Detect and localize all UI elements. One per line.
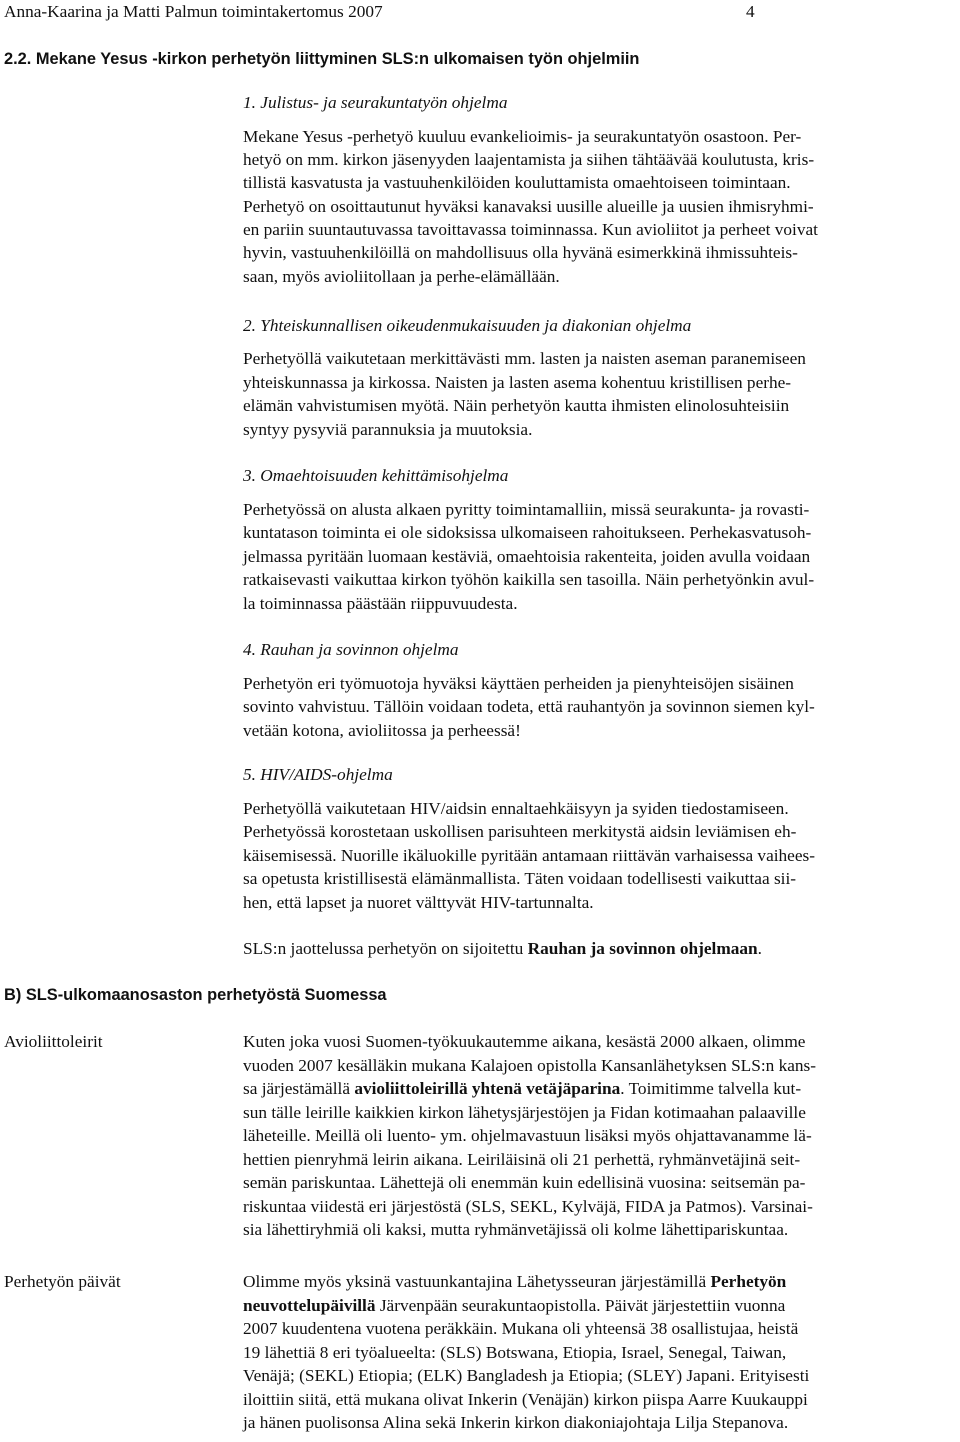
paragraph-line: sun tälle leirille kaikkien kirkon lähetysjärjestöjen ja Fidan kotimaahan palaaville	[243, 1103, 806, 1122]
sls-summary-program: Rauhan ja sovinnon ohjelmaan	[527, 939, 758, 958]
days-emphasis: Perhetyön	[710, 1272, 787, 1291]
text-run: Olimme myös yksinä vastuunkantajina Lähetysseuran järjestämillä	[243, 1272, 711, 1291]
program-heading: 5. HIV/AIDS-ohjelma	[243, 765, 393, 784]
paragraph-line: 19 lähettiä 8 eri työalueelta: (SLS) Botswana, Etiopia, Israel, Senegal, Taiwan,	[243, 1343, 787, 1362]
page-number: 4	[746, 2, 755, 21]
paragraph-line: hen, että lapset ja nuoret välttyvät HIV-tartunnalta.	[243, 893, 594, 912]
paragraph-line: yhteiskunnassa ja kirkossa. Naisten ja lasten asema kohentuu kristillisen perhe-	[243, 373, 792, 392]
paragraph-line: vetään kotona, avioliitossa ja perheessä!	[243, 721, 521, 740]
paragraph-line: vuoden 2007 kesälläkin mukana Kalajoen opistolla Kansanlähetyksen SLS:n kans-	[243, 1056, 817, 1075]
paragraph-line: Venäjä; (SEKL) Etiopia; (ELK) Bangladesh ja Etiopia; (SLEY) Japani. Erityisesti	[243, 1366, 810, 1385]
paragraph-line: semän pariskuntaa. Lähettejä oli enemmän kuin edellisinä vuosina: seitsemän pa-	[243, 1173, 806, 1192]
paragraph-line: hettien pienryhmä leirin aikana. Leiriläisinä oli 21 perhettä, ryhmänvetäjinä seit-	[243, 1150, 801, 1169]
side-label-days: Perhetyön päivät	[4, 1272, 121, 1291]
sls-summary	[243, 937, 762, 960]
paragraph-line: Perhetyön eri työmuotoja hyväksi käyttäen perheiden ja pienyhteisöjen sisäinen	[243, 674, 794, 693]
paragraph-line: ja hänen puolisonsa Alina sekä Inkerin kirkon diakoniajohtaja Lilja Stepanova.	[243, 1413, 789, 1432]
text-run: Järvenpään seurakuntaopistolla. Päivät järjestettiin vuonna	[375, 1296, 786, 1315]
paragraph-line: kuntatason toiminta ei ole sidoksissa ulkomaiseen rahoitukseen. Perhekasvatusoh-	[243, 523, 812, 542]
text-run: . Toimitimme talvella kut-	[620, 1079, 802, 1098]
text-run: sa järjestämällä	[243, 1079, 355, 1098]
paragraph-line: Perhetyöllä vaikutetaan merkittävästi mm. lasten ja naisten aseman paranemiseen	[243, 349, 806, 368]
camps-emphasis: avioliittoleirillä yhtenä vetäjäparina	[354, 1079, 621, 1098]
paragraph-line: Kuten joka vuosi Suomen-työkuukautemme aikana, kesästä 2000 alkaen, olimme	[243, 1032, 806, 1051]
paragraph-line: hetyö on mm. kirkon jäsenyyden laajentamista ja siihen tähtäävää koulutusta, kris-	[243, 150, 815, 169]
paragraph-line	[243, 1294, 785, 1317]
side-label-camps: Avioliittoleirit	[4, 1032, 103, 1051]
paragraph-line: 2007 kuudentena vuotena peräkkäin. Mukana oli yhteensä 38 osallistujaa, heistä	[243, 1319, 799, 1338]
sls-summary-prefix: SLS:n jaottelussa perhetyön on sijoitettu	[243, 939, 528, 958]
paragraph-line: tillistä kasvatusta ja vastuuhenkilöiden kouluttamista omaehtoiseen toimintaan.	[243, 173, 791, 192]
program-heading: 1. Julistus- ja seurakuntatyön ohjelma	[243, 93, 508, 112]
paragraph-line: saan, myös avioliitollaan ja perhe-elämällään.	[243, 267, 560, 286]
report-title: Anna-Kaarina ja Matti Palmun toimintakertomus 2007	[4, 2, 383, 21]
paragraph-line: läheteille. Meillä oli luento- ym. ohjelmavastuun lisäksi myös ohjattavanamme lä-	[243, 1126, 812, 1145]
paragraph-line: sovinto vahvistuu. Tällöin voidaan todeta, että rauhantyön ja sovinnon siemen kyl-	[243, 697, 815, 716]
paragraph-line: Perhetyössä korostetaan uskollisen parisuhteen merkitystä aidsin leviämisen eh-	[243, 822, 797, 841]
paragraph-line: syntyy pysyviä parannuksia ja muutoksia.	[243, 420, 533, 439]
paragraph-line: la toiminnassa päästään riippuvuudesta.	[243, 594, 518, 613]
paragraph-line: Perhetyö on osoittautunut hyväksi kanavaksi uusille alueille ja uusien ihmisryhmi-	[243, 197, 814, 216]
sls-summary-suffix: .	[757, 939, 762, 958]
paragraph-line: hyvin, vastuuhenkilöillä on mahdollisuus olla hyvänä esimerkkinä ihmissuhteis-	[243, 243, 798, 262]
paragraph-line: jelmassa pyritään luomaan kestäviä, omaehtoisia rakenteita, joiden avulla voidaan	[243, 547, 811, 566]
paragraph-line: riskuntaa viidestä eri järjestöstä (SLS, SEKL, Kylväjä, FIDA ja Patmos). Varsinai-	[243, 1197, 813, 1216]
paragraph-line: sa opetusta kristillisestä elämänmallista. Täten voidaan todellisesti vaikuttaa sii-	[243, 869, 797, 888]
program-heading: 2. Yhteiskunnallisen oikeudenmukaisuuden ja diakonian ohjelma	[243, 316, 692, 335]
paragraph-line: sia lähettiryhmiä oli kaksi, mutta ryhmänvetäjissä oli kolme lähettipariskuntaa.	[243, 1220, 789, 1239]
paragraph-line: ratkaisevasti vaikuttaa kirkon työhön kaikilla sen tasoilla. Näin perhetyönkin avul-	[243, 570, 815, 589]
paragraph-line: en pariin suuntautuvassa tavoittavassa toiminnassa. Kun avioliitot ja perheet voivat	[243, 220, 818, 239]
paragraph-line: elämän vahvistumisen myötä. Näin perhetyön kautta ihmisten elinolosuhteisiin	[243, 396, 790, 415]
paragraph-line: Mekane Yesus -perhetyö kuuluu evankelioimis- ja seurakuntatyön osastoon. Per-	[243, 127, 802, 146]
paragraph-line	[243, 1270, 786, 1293]
paragraph-line	[243, 1077, 801, 1100]
program-heading: 4. Rauhan ja sovinnon ohjelma	[243, 640, 459, 659]
paragraph-line: iloittiin siitä, että mukana olivat Inkerin (Venäjän) kirkon piispa Aarre Kuukauppi	[243, 1390, 808, 1409]
paragraph-line: Perhetyössä on alusta alkaen pyritty toimintamalliin, missä seurakunta- ja rovasti-	[243, 500, 810, 519]
days-emphasis: neuvottelupäivillä	[243, 1296, 376, 1315]
paragraph-line: Perhetyöllä vaikutetaan HIV/aidsin ennaltaehkäisyyn ja syiden tiedostamiseen.	[243, 799, 789, 818]
paragraph-line: käisemisessä. Nuorille ikäluokille pyritään antamaan riittävän varhaisessa vaihees-	[243, 846, 816, 865]
program-heading: 3. Omaehtoisuuden kehittämisohjelma	[243, 466, 509, 485]
section-heading: 2.2. Mekane Yesus -kirkon perhetyön liittyminen SLS:n ulkomaisen työn ohjelmiin	[4, 50, 640, 68]
section-b-heading: B) SLS-ulkomaanosaston perhetyöstä Suomessa	[4, 986, 387, 1004]
